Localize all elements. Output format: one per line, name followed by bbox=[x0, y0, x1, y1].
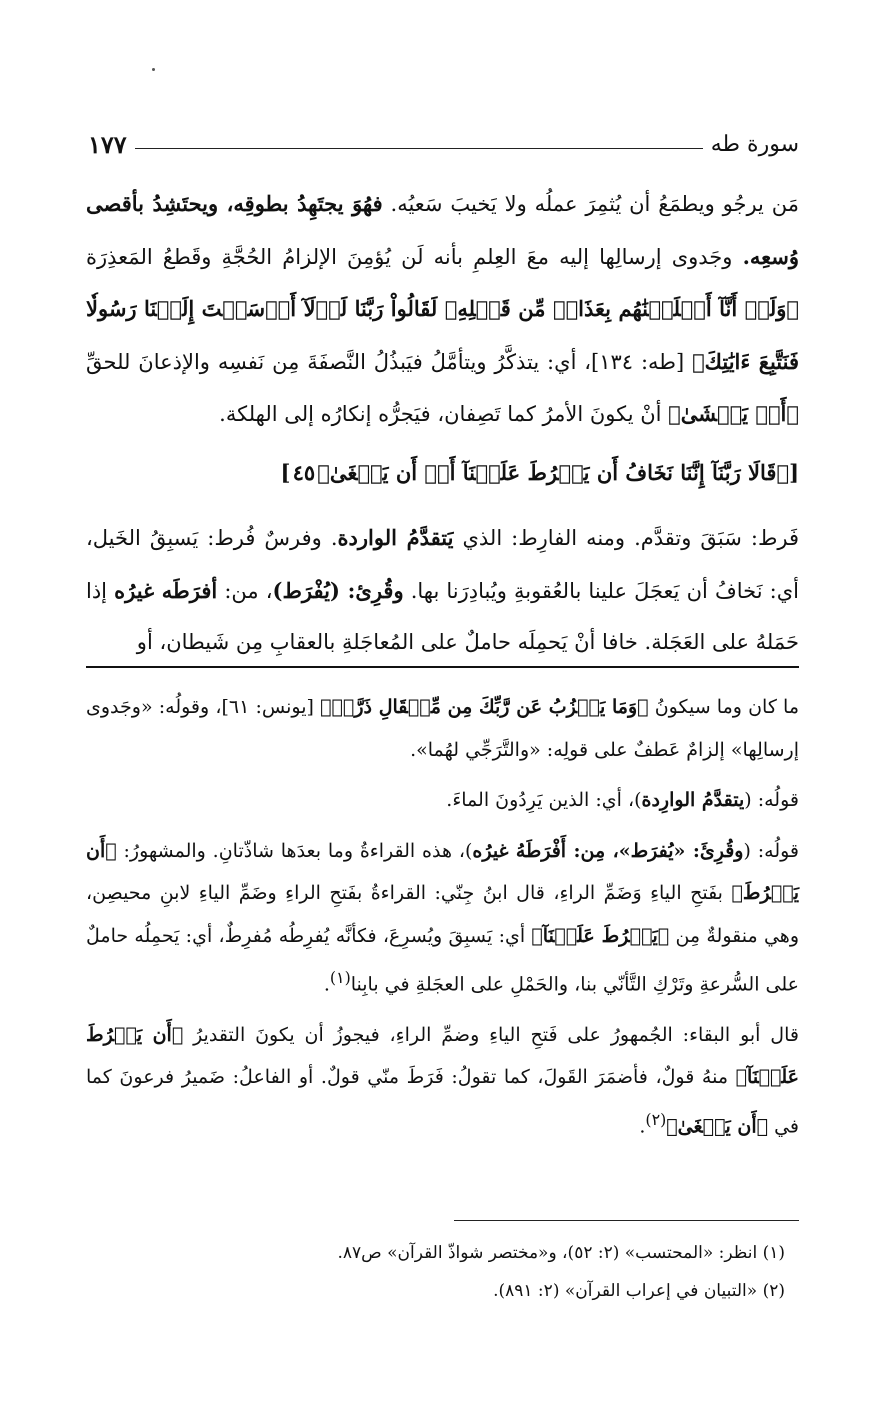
text-run: قولُه: ( bbox=[744, 789, 799, 811]
quran-quote: ﴿يَفۡرُطَ عَلَيۡنَآ﴾ bbox=[531, 924, 670, 947]
verse-number: ٤٥ bbox=[292, 459, 316, 485]
text-run-bold: يتقدَّمُ الوارِدة bbox=[641, 789, 745, 811]
footnote-rule bbox=[454, 1220, 799, 1221]
text-run: بفَتحِ الياءِ وَضَمِّ الراءِ، قال ابنُ جِنّي: القراءةُ بفَتحِ الراءِ وضَمِّ الياءِ لابنِ محيصِن، وهي منقولةٌ مِن bbox=[86, 882, 799, 947]
quran-quote: ﴿أَوۡ يَخۡشَىٰ﴾ bbox=[668, 401, 799, 426]
quran-quote: ﴿أَن يَفۡرُطَ﴾ bbox=[86, 839, 799, 904]
text-run: قال أبو البقاء: الجُمهورُ على فَتحِ الياءِ وضمِّ الراءِ، فيجوزُ أن يكونَ التقديرُ bbox=[183, 1023, 799, 1046]
quran-quote: ﴿وَمَا يَعۡزُبُ عَن رَّبِّكَ مِن مِّثۡقَالِ ذَرَّةٖ﴾ bbox=[320, 696, 649, 718]
text-run: أنْ يكونَ الأمرُ كما تَصِفان، فيَجرُّه إنكارُه إلى الهلكة. bbox=[219, 402, 669, 426]
quran-quote: ﴿وَلَوۡ أَنَّآ أَهۡلَكۡنَٰهُم بِعَذَابٖ مِّن قَبۡلِهِۦ لَقَالُواْ رَبَّنَا لَوۡلَآ أَرۡسَلۡتَ إِلَيۡنَا رَسُولٗا فَنَتَّبِعَ ءَايَٰتِكَ﴾ bbox=[86, 296, 800, 374]
text-run: ، من: bbox=[217, 578, 273, 603]
header-rule bbox=[135, 148, 703, 149]
text-run: )، أي: الذين يَرِدُونَ الماءَ. bbox=[446, 789, 642, 811]
quran-quote: ﴿أَن يَطۡغَىٰ﴾ bbox=[666, 1115, 769, 1138]
text-run: . bbox=[323, 973, 330, 996]
footnote-ref[interactable]: (٢) bbox=[645, 1109, 667, 1129]
chapter-title: سورة طه bbox=[710, 131, 799, 157]
commentary-paragraph-3 bbox=[86, 830, 799, 1006]
text-run: مَن يرجُو ويطمَعُ أن يُثمِرَ عملُه ولا يَخيبَ سَعيُه. bbox=[382, 192, 800, 216]
text-run: فَرط: سَبَقَ وتقدَّم. ومنه الفارِط: الذي bbox=[453, 526, 800, 550]
page-number: ١٧٧ bbox=[88, 129, 127, 159]
text-run: منهُ قولٌ، فأضمَرَ القَولَ، كما تقولُ: فَرَطَ منّي قولٌ. أو الفاعلُ: ضَميرُ فرعونَ كما في bbox=[86, 1066, 799, 1138]
quran-quote: ﴿أَن يَفۡرُطَ عَلَيۡنَآ﴾ bbox=[86, 1023, 799, 1089]
commentary-paragraph-1 bbox=[86, 686, 799, 771]
commentary-paragraph-4 bbox=[86, 1014, 799, 1148]
footnotes bbox=[86, 1234, 785, 1310]
verse-bracket-open: [ bbox=[789, 459, 799, 485]
commentary bbox=[86, 686, 799, 1156]
footnote-2: (٢) «التبيان في إعراب القرآن» (٢: ٨٩١). bbox=[493, 1281, 785, 1301]
text-run-bold: وقُرِئ: (يُفْرَط) bbox=[272, 577, 404, 603]
text-run-bold: أفرَطَه غيرُه bbox=[114, 577, 218, 603]
main-paragraph-1 bbox=[86, 178, 799, 441]
text-run: [يونس: ٦١]، وقولُه: «وجَدوى إرسالِها» إلزامٌ عَطفٌ على قولِه: «والتَّرَجِّي لهُما». bbox=[86, 696, 799, 761]
verse-text: ﴿قَالَا رَبَّنَآ إِنَّنَا نَخَافُ أَن يَفۡرُطَ عَلَيۡنَآ أَوۡ أَن يَطۡغَىٰ﴾ bbox=[317, 459, 790, 485]
footnote-ref[interactable]: (١) bbox=[329, 968, 351, 987]
verse-heading bbox=[86, 447, 799, 499]
text-run: وجَدوى إرسالِها إليه معَ العِلمِ بأنه لَن يُؤمِنَ الإلزامُ الحُجَّةِ وقَطعُ المَعذِرَة bbox=[86, 244, 743, 269]
text-run: . bbox=[639, 1115, 646, 1138]
text-run-bold: يَتقدَّمُ الواردة bbox=[337, 525, 454, 550]
text-run: )، هذه القراءةُ وما بعدَها شاذّتانِ. والمشهورُ: bbox=[116, 839, 473, 862]
text-run: إذا حَمَلهُ على العَجَلة. خافا أنْ يَحمِلَه حاملٌ على المُعاجَلةِ بالعقابِ مِن شَيطان، أو bbox=[86, 578, 799, 654]
text-run: ما كان وما سيكونُ bbox=[648, 696, 800, 718]
verse-bracket-close: ] bbox=[280, 459, 291, 485]
main-text bbox=[86, 178, 799, 669]
text-run-bold: وقُرِئَ: «يُفرَط»، مِن: أَفْرَطَهُ غيرُه bbox=[472, 839, 744, 862]
text-run: [طه: ١٣٤]، أي: يتذكَّرُ ويتأمَّلُ فيَبذُلُ النَّصفَةَ مِن نَفسِه والإذعانَ للحقِّ bbox=[86, 349, 693, 374]
commentary-divider bbox=[86, 666, 799, 668]
footnote-1: (١) انظر: «المحتسب» (٢: ٥٢)، و«مختصر شواذّ القرآن» ص٨٧. bbox=[337, 1243, 785, 1263]
main-paragraph-2 bbox=[86, 512, 799, 669]
text-run: أي: يَسبِقَ ويُسرِعَ، فكأنَّه يُفرِطُه مُفرِطٌ، أي: يَحمِلُه حاملٌ على السُّرعةِ وتَرْكِ التَّأنّي بنا، والحَمْلِ على العجَلةِ في بابِنا bbox=[86, 924, 799, 996]
commentary-paragraph-2 bbox=[86, 779, 799, 822]
text-run-bold: فهُوَ يجتَهِدُ بطوقِه، ويحتَشِدُ بأقصى وُسعِه. bbox=[86, 191, 799, 269]
page-speck bbox=[152, 68, 155, 71]
running-header bbox=[88, 124, 799, 164]
text-run: . وفرسٌ فُرط: يَسبِقُ الخَيل، أي: نَخافُ أن يَعجَلَ علينا بالعُقوبةِ ويُبادِرَنا بها. bbox=[86, 526, 800, 603]
text-run: قولُه: ( bbox=[743, 839, 800, 862]
